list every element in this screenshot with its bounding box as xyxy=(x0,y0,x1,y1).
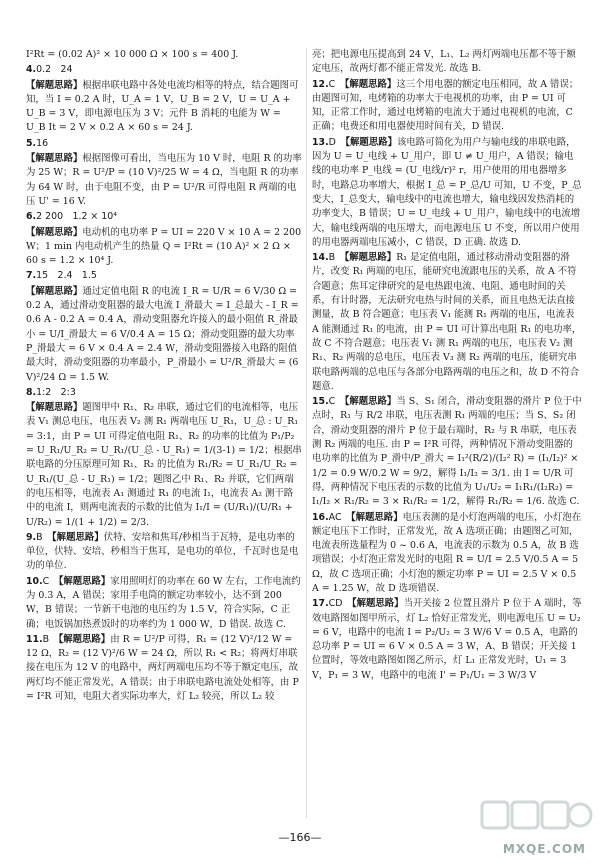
question-number: 15. xyxy=(312,396,329,408)
answer-entry xyxy=(312,395,582,509)
answer-value: B xyxy=(328,252,336,264)
question-number: 6. xyxy=(26,211,37,223)
answer-entry xyxy=(26,79,302,136)
solution-label: 【解题思路】 xyxy=(26,226,83,238)
answer-value: 15 2.4 1.5 xyxy=(36,270,97,282)
solution-label: 【解题思路】 xyxy=(26,402,83,414)
watermark-text: MXQE.COM xyxy=(502,842,586,856)
answer-value: AC xyxy=(328,511,342,523)
solution-text: 该电路可简化为用户与输电线的串联电路，因为 U = U_电线 + U_用户，即 U ≠ U_用户，A 错误；输电线的电功率 P_电线 = (U_电线/r)² r，用户使用的用电器增多时，电路总功率增大，根据 I_总 = P_总/U 可知，U 不变，P_总变大，I_总变大，输电线中的电流也增大，输电线因发热消耗的功率变大，B 错误；U = U_电线 + U_用户，输电线中的电流增大，输电线两端的电压增大，而电源电压 U 不变，所以用户使用的用电器两端电压减小，C 错误，D 正确. 故选 D. xyxy=(312,136,582,248)
solution-text: 伏特、安培和焦耳/秒相当于瓦特，是电功率的单位，伏特、安培、秒相当于焦耳，是电功的单位，千瓦时也是电功的单位. xyxy=(26,531,299,572)
page-number: —166— xyxy=(278,831,322,844)
solution-label: 【解题思路】 xyxy=(344,396,397,408)
answer-value: 16 xyxy=(36,137,49,149)
question-number: 13. xyxy=(312,136,329,148)
question-number: 4. xyxy=(26,64,37,76)
right-column xyxy=(312,48,582,684)
solution-text: 根据图像可看出，当电压为 10 V 时，电阻 R 的功率为 25 W；R = U²/P = (10 V)²/25 W = 4 Ω，当电阻 R 的功率为 64 W 时，由于电阻不变，由 P = U²/R 可得电阻 R 两端的电压 U' = 16 V. xyxy=(26,153,302,207)
question-number: 8. xyxy=(26,386,37,398)
question-number: 9. xyxy=(26,531,37,543)
answer-value: C xyxy=(328,78,336,90)
answer-value: 2 200 1.2 × 10⁴ xyxy=(36,211,118,223)
solution-text: 当 S、S₁ 闭合，滑动变阻器的滑片 P 位于中点时，R₁ 与 R/2 串联，电压表测 R₁ 两端的电压；当 S、S₂ 闭合，滑动变阻器的滑片 P 位于最右端时，R₂ 与 R 串联，电压表测 R₂ 两端的电压. 由 P = I²R 可得，两种情况下滑动变阻器的电功率的比值为 P_滑中/P_滑大 = I₁²(R/2)/(I₂² R) = (I₁/I₂)² × 1/2 = 0.9 W/0.2 W = 9/2，解得 I₁/I₂ = 3/1. 由 I = U/R 可得，两种情况下电压表的示数的比值为 U₁/U₂ = I₁R₁/(I₂R₂) = I₁/I₂ × R₁/R₂ = 3 × R₁/R₂ = 1/2，解得 R₁/R₂ = 1/6. 故选 C. xyxy=(312,396,582,508)
answer-entry xyxy=(26,531,302,574)
answer-entry xyxy=(312,136,582,250)
answer-value: C xyxy=(328,396,336,408)
answer-value: D xyxy=(328,136,336,148)
solution-label: 【解题思路】 xyxy=(350,511,403,523)
solution-text: I²Rt = (0.02 A)² × 10 000 Ω × 100 s = 400 J. xyxy=(26,49,239,60)
answer-value: B xyxy=(42,633,50,645)
question-number: 12. xyxy=(312,78,329,90)
answer-entry xyxy=(26,269,302,283)
left-column xyxy=(26,48,302,705)
solution-label: 【解题思路】 xyxy=(58,633,111,645)
answer-value: C xyxy=(42,575,50,587)
question-number: 10. xyxy=(26,575,43,587)
solution-text: 家用照明灯的功率在 60 W 左右，工作电流约为 0.3 A，A 错误；家用手电筒的额定功率较小，达不到 200 W，B 错误；一节新干电池的电压约为 1.5 V，符合实际，C 正确；电饭锅加热煮饭时的功率约为 1 000 W，D 错误. 故选 C. xyxy=(26,575,301,630)
answer-entry xyxy=(26,633,302,704)
answer-entry xyxy=(312,511,582,597)
answer-entry xyxy=(26,386,302,400)
answer-entry xyxy=(312,78,582,135)
question-number: 7. xyxy=(26,270,37,282)
solution-label: 【解题思路】 xyxy=(58,575,111,587)
answer-entry xyxy=(26,210,302,224)
question-number: 5. xyxy=(26,137,37,149)
column-divider xyxy=(306,48,307,818)
solution-label: 【解题思路】 xyxy=(344,78,397,90)
answer-entry xyxy=(312,48,582,77)
solution-label: 【解题思路】 xyxy=(345,136,398,148)
answer-entry xyxy=(26,63,302,77)
solution-text: 当开关接 2 位置且滑片 P 位于 A 端时，等效电路图如图甲所示，灯 L₂ 恰好正常发光，则电源电压 U = U₂ = 6 V，电路中的电流 I = P₂/U₂ = 3 W/6 V = 0.5 A，电路的总功率 P = UI = 6 V × 0.5 A = 3 W，A、B 错误；开关接 1 位置时，等效电路图如图乙所示，灯 L₁ 正常发光时，U₁ = 3 V，P₁ = 3 W，电路中的电流 I' = P₁/U₁ = 3 W/3 V xyxy=(312,598,582,681)
answer-value: 1:2 2:3 xyxy=(36,386,76,398)
solution-text: 题图甲中 R₁、R₂ 串联，通过它们的电流相等，电压表 V₁ 测总电压，电压表 V₂ 测 R₁ 两端电压 U_R₁，U_总 : U_R₁ = 3:1，由 P = UI 可得定值电阻 R₁、R₂ 的功率的比值为 P₁/P₂ = U_R₁/U_R₂ = U_R₁/(U_总 - U_R₁) = 1/(3-1) = 1/2；根据串联电路的分压原理可知 R₁、R₂ 的比值为 R₁/R₂ = U_R₁/U_R₂ = U_R₁/(U_总 - U_R₁) = 1/2；题图乙中 R₁、R₂ 并联，它们两端的电压相等，电流表 A₁ 测通过 R₁ 的电流 I₁，电流表 A₂ 测干路中的电流 I，则两电流表的示数的比值为 I₁/I = (U/R₁)/(U/R₁ + U/R₂) = 1/(1 + 1/2) = 2/3. xyxy=(26,402,302,528)
solution-label: 【解题思路】 xyxy=(351,598,404,610)
solution-text: 电动机的电功率 P = UI = 220 V × 10 A = 2 200 W；1 min 内电动机产生的热量 Q = I²Rt = (10 A)² × 2 Ω × 60 s = 1.2 × 10⁴ J. xyxy=(26,226,302,267)
solution-label: 【解题思路】 xyxy=(344,252,397,264)
answer-value: CD xyxy=(328,598,343,610)
solution-label: 【解题思路】 xyxy=(26,79,83,91)
solution-label: 【解题思路】 xyxy=(26,285,83,297)
answer-value: 0.2 24 xyxy=(36,64,73,76)
question-number: 14. xyxy=(312,252,329,264)
answer-entry xyxy=(26,285,302,385)
answer-entry xyxy=(312,251,582,394)
question-number: 16. xyxy=(312,511,329,523)
answer-entry xyxy=(26,152,302,209)
answer-entry xyxy=(312,597,582,683)
answer-entry xyxy=(26,226,302,269)
solution-label: 【解题思路】 xyxy=(26,153,83,165)
solution-text: 亮；把电源电压提高到 24 V，L₁、L₂ 两灯两端电压都不等于额定电压，故两灯都不能正常发光. 故选 B. xyxy=(312,49,576,75)
answer-value: B xyxy=(36,531,43,543)
solution-text: 根据串联电路中各处电流均相等的特点，结合题图可知，当 I = 0.2 A 时，U_A = 1 V，U_B = 2 V，U = U_A + U_B = 3 V，即电源电压为 3 V；元件 B 消耗的电能为 W = U_B It = 2 V × 0.2 A × 60 s = 24 J. xyxy=(26,79,299,134)
solution-label: 【解题思路】 xyxy=(51,531,104,543)
solution-text: 通过定值电阻 R 的电流 I_R = U/R = 6 V/30 Ω = 0.2 A，通过滑动变阻器的最大电流 I_滑最大 = I_总最大 - I_R = 0.6 A - 0.2 A = 0.4 A，滑动变阻器允许接入的最小阻值 R_滑最小 = U/I_滑最大 = 6 V/0.4 A = 15 Ω；滑动变阻器的最大功率 P_滑最大 = 6 V × 0.4 A = 2.4 W，滑动变阻器接入电路的阻值最大时，滑动变阻器的功率最小，P_滑最小 = U²/R_滑最大 = (6 V)²/24 Ω = 1.5 W. xyxy=(26,285,299,383)
answer-entry xyxy=(26,575,302,632)
solution-text: R₁ 是定值电阻，通过移动滑动变阻器的滑片，改变 R₁ 两端的电压，能研究电流跟电压的关系，故 A 不符合题意；焦耳定律研究的是电热跟电流、电阻、通电时间的关系，有计时器，无法研究电热与时间的关系，而且电热无法直接测量，故 B 符合题意；电压表 V₁ 能测 R₁ 两端的电压，电流表 A 能测通过 R₁ 的电流，由 P = UI 可计算出电阻 R₁ 的电功率，故 C 不符合题意；电压表 V₁ 测 R₁ 两端的电压，电压表 V₂ 测 R₁、R₂ 两端的总电压，电压表 V₃ 测 R₂ 两端的电压，能研究串联电路两端的总电压与各部分电路两端的电压之和，故 D 不符合题意. xyxy=(312,252,582,392)
answer-entry xyxy=(26,401,302,530)
answer-entry xyxy=(26,48,302,62)
answer-entry xyxy=(26,137,302,151)
question-number: 11. xyxy=(26,633,43,645)
solution-text: 由 R = U²/P 可得，R₁ = (12 V)²/12 W = 12 Ω，R₂ = (12 V)²/6 W = 24 Ω，所以 R₁ < R₂；将两灯串联接在电压为 12 V 的电路中，两灯两端电压均不等于额定电压，故两灯均不能正常发光，A 错误；由于串联电路电流处处相等，由 P = I²R 可知，电阻大者实际功率大，灯 L₂ 较亮，所以 L₂ 较 xyxy=(26,633,299,703)
solution-text: 电压表测的是小灯泡两端的电压，小灯泡在额定电压下工作时，正常发光，故 A 选项正确；由题图乙可知，电流表所选量程为 0 ~ 0.6 A，电流表的示数为 0.5 A，故 B 选项错误；小灯泡正常发光时的电阻 R = U/I = 2.5 V/0.5 A = 5 Ω，故 C 选项正确；小灯泡的额定功率 P = UI = 2.5 V × 0.5 A = 1.25 W，故 D 选项错误. xyxy=(312,511,582,594)
solution-text: 这三个用电器的额定电压相同，故 A 错误；由题图可知，电烤箱的功率大于电视机的功率，由 P = UI 可知，正常工作时，通过电烤箱的电流大于通过电视机的电流，C 正确；电费还和用电器使用时间有关，D 错误. xyxy=(312,78,579,133)
question-number: 17. xyxy=(312,598,329,610)
